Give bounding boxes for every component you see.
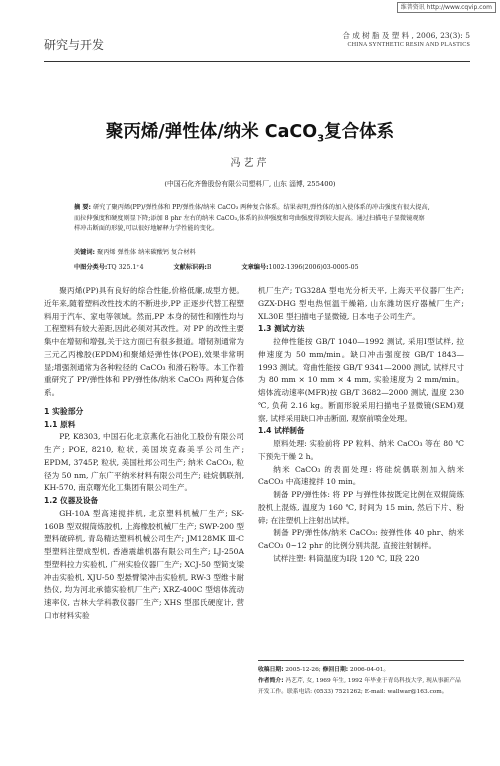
watermark: 维普资讯 http://www.cqvip.com	[397, 2, 496, 13]
section-heading: 1.1 原料	[44, 419, 76, 429]
paragraph: 拉伸性能按 GB/T 1040—1992 测试, 采用Ⅰ型试样, 拉伸速度为 50 mm/min。缺口冲击强度按 GB/T 1843—1993 测试。弯曲性能按 GB/T 9341—2000 测试, 试样尺寸为 80 mm × 10 mm × 4 mm, 实验速度为 2 mm/min。熔体流动速率(MFR)按 GB/T 3682—2000 测试, 温度 230 ℃, 负荷 2.16 kg。断面形貌采用扫描电子显微镜(SEM)观察, 试样采用缺口冲击断面, 观察前喷金处理。	[258, 337, 464, 423]
title-tail: 复合体系	[324, 122, 395, 142]
keywords-text: 聚丙烯 弹性体 纳米碳酸钙 复合材料	[97, 249, 196, 256]
title-subscript: 3	[317, 133, 325, 145]
running-header	[44, 22, 470, 62]
author: 冯艺芹	[230, 158, 270, 169]
paragraph: 制备 PP/弹性体/纳米 CaCO₃: 按弹性体 40 phr、纳米 CaCO₃ 0~12 phr 的比例分别共混, 直接注射制样。	[258, 528, 464, 550]
doc-code-label: 文献标识码:	[173, 264, 207, 271]
paragraph: 聚丙烯(PP)具有良好的综合性能,价格低廉,成型方便。近年来,随着塑料改性技术的不断进步,PP 正逐步代替工程塑料用于汽车、家电等领域。然而,PP 本身的韧性和刚性均与工程塑料有较大差距,因此必须对其改性。对 PP 的改性主要集中在增韧和增强,关于这方面已有很多报道。增韧剂通常为三元乙丙橡胶(EPDM)和聚烯烃弹性体(POE),效果非常明显;增强剂通常为各种粒径的 CaCO₃ 和滑石粉等。本工作着重研究了 PP/弹性体和 PP/弹性体/纳米 CaCO₃ 两种复合体系。	[44, 286, 244, 397]
paragraph: PP, K8303, 中国石化北京燕化石油化工股份有限公司生产; POE, 8210, 粒状, 美国埃克森美孚公司生产; EPDM, 3745P, 粒状, 美国杜邦公司生产; 纳米 CaCO₃, 粒径为 50 nm, 广东广平纳米材料有限公司生产; 硅烷偶联剂, KH-570, 南京曙光化工集团有限公司生产。	[44, 432, 244, 493]
footnote-dates	[258, 665, 464, 676]
revised-date: 2006-04-01。	[349, 667, 390, 673]
journal-name-en: CHINA SYNTHETIC RESIN AND PLASTICS	[347, 42, 470, 48]
bio-text: 冯艺芹, 女, 1969 年生, 1992 年毕业于青岛科技大学, 现从事新产品开发工作。联系电话: (0533) 7521262; E-mail: wallwar@163.com。	[258, 678, 461, 695]
paper-title	[0, 118, 500, 145]
affiliation: (中国石化齐鲁股份有限公司塑料厂, 山东 淄博, 255400)	[164, 180, 336, 188]
received-label: 收稿日期:	[258, 667, 284, 673]
received-date: 2005-12-26;	[285, 667, 321, 673]
doc-code-value: B	[206, 264, 212, 271]
footnote-bio	[258, 676, 464, 698]
classification-row	[74, 262, 430, 271]
paragraph: 试样注塑: 料筒温度为Ⅰ段 120 ℃, Ⅱ段 220	[273, 553, 420, 563]
section-heading: 1 实验部分	[44, 406, 84, 416]
section-heading: 1.2 仪器及设备	[44, 496, 99, 505]
section-heading: 1.3 测试方法	[258, 324, 305, 334]
paragraph: 纳米 CaCO₃ 的表面处理: 将硅烷偶联剂加入纳米 CaCO₃ 中高速搅拌 10 min。	[258, 464, 464, 487]
section-name: 研究与开发	[44, 38, 105, 52]
footnote	[258, 660, 464, 698]
abstract	[74, 203, 430, 235]
paragraph: 原料处理: 实验前将 PP 粒料、纳米 CaCO₃ 等在 80 ℃ 下预先干燥 2 h。	[258, 439, 464, 461]
paragraph: GH-10A 型高速搅拌机, 北京塑料机械厂生产; SK-160B 型双辊筒炼胶机, 上海橡胶机械厂生产; SWP-200 型塑料破碎机, 青岛精达塑料机械公司生产; JM128MK Ⅲ-C 型塑料注塑成型机, 香港震雄机器有限公司生产; LJ-250A 型塑料拉力实验机, 广州实验仪器厂生产; XCJ-50 型简支梁冲击实验机, XJU-50 型悬臂梁冲击实验机, RW-3 型维卡耐热仪, 均为河北承德实验机厂生产; XRZ-400C 型熔体流动速率仪, 吉林大学科教仪器厂生产; XHS 型邵氏硬度计, 营口市材料实验	[44, 508, 244, 620]
bio-label: 作者简介:	[258, 678, 284, 684]
right-column	[258, 285, 464, 566]
paragraph: 机厂生产; TG328A 型电光分析天平, 上海天平仪器厂生产; GZX-DHG 型电热恒温干燥箱, 山东潍坊医疗器械厂生产; XL30E 型扫描电子显微镜, 日本电子公司生产。	[258, 286, 464, 321]
article-id-label: 文章编号:	[241, 264, 269, 271]
clc-label: 中图分类号:	[74, 264, 108, 271]
journal-citation: 合 成 树 脂 及 塑 料 , 2006, 23(3): 5	[342, 31, 470, 40]
abstract-text: 研究了聚丙烯(PP)/弹性体和 PP/弹性体/纳米 CaCO₃ 两种复合体系。结果表明,弹性体的加入使体系的冲击强度有很大提高,而拉伸强度和硬度则显下降;添加 8 phr 左右的纳米 CaCO₃,体系的拉伸强度和弯曲强度得到较大提高。通过扫描电子显微镜观察样冲击断面的形貌,可以很好地解释力学性能的变化。	[74, 204, 430, 233]
keywords	[74, 247, 430, 256]
article-id-value: 1002-1396(2006)03-0005-05	[268, 264, 359, 271]
abstract-label: 摘 要:	[74, 204, 92, 211]
left-column	[44, 285, 244, 623]
revised-label: 修回日期:	[322, 667, 349, 673]
paragraph: 制备 PP/弹性体: 将 PP 与弹性体按既定比例在双辊筒炼胶机上混炼, 温度为 160 ℃, 时间为 15 min, 然后下片、粉碎; 在注塑机上注射出试样。	[258, 490, 464, 525]
title-main: 聚丙烯/弹性体/纳米 CaCO	[105, 122, 318, 142]
clc-value: TQ 325.1⁺4	[107, 264, 144, 271]
keywords-label: 关键词:	[74, 249, 96, 256]
section-heading: 1.4 试样制备	[258, 426, 305, 436]
